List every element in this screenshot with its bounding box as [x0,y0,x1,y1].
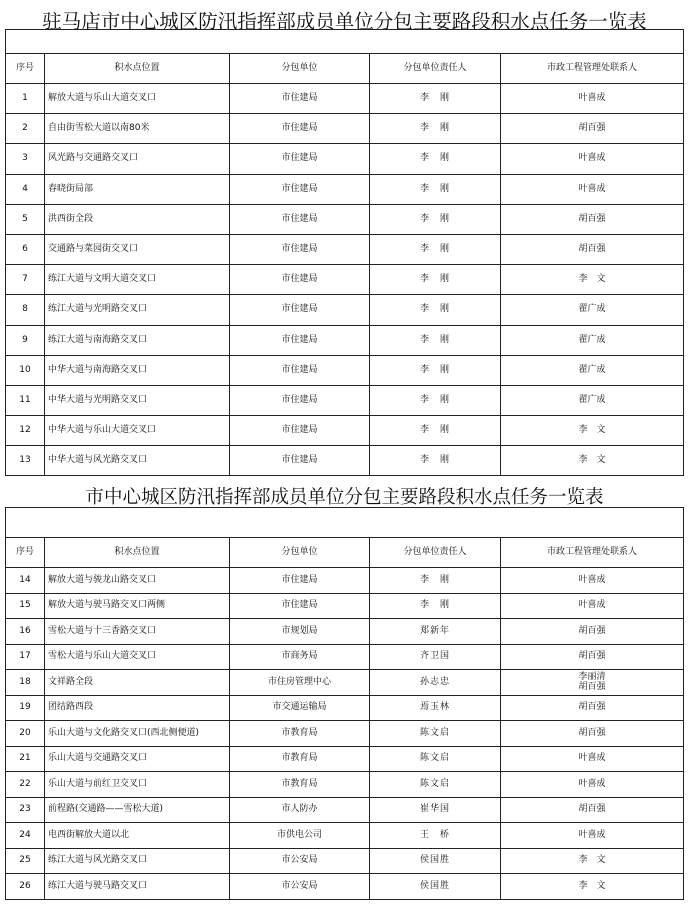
contact-cell: 李 文 [501,416,684,446]
contact-cell: 胡百强 [501,797,684,823]
person-cell: 李 刚 [370,593,501,619]
contact-cell: 李 文 [501,446,684,476]
person-cell: 李 刚 [370,204,501,234]
location-cell: 解放大道与驶马路交叉口两侧 [45,593,230,619]
unit-cell: 市住建局 [230,114,370,144]
location-cell: 乐山大道与交通路交叉口 [45,746,230,772]
contact-cell: 叶喜成 [501,174,684,204]
location-cell: 团结路西段 [45,695,230,721]
contact-cell: 胡百强 [501,644,684,670]
person-cell: 郑新年 [370,619,501,645]
contact-name-secondary: 胡百强 [578,682,606,693]
location-cell: 自由街雪松大道以南80米 [45,114,230,144]
person-cell: 李 刚 [370,234,501,264]
person-cell: 陈文启 [370,772,501,798]
table-row [6,670,684,696]
location-cell: 中华大道与南海路交叉口 [45,355,230,385]
unit-cell: 市住建局 [230,355,370,385]
row-number: 11 [6,385,45,415]
row-number: 8 [6,295,45,325]
location-cell: 练江大道与文明大道交叉口 [45,265,230,295]
contact-cell: 叶喜成 [501,593,684,619]
person-cell: 齐卫国 [370,644,501,670]
location-cell: 文祥路全段 [45,670,230,696]
row-number: 23 [6,797,45,823]
table-row [6,84,684,114]
unit-cell: 市住建局 [230,593,370,619]
section-title: 市中心城区防汛指挥部成员单位分包主要路段积水点任务一览表 [85,487,604,508]
row-number: 13 [6,446,45,476]
unit-cell: 市住建局 [230,385,370,415]
contact-name: 李丽清 [578,672,606,683]
table-row [6,144,684,174]
unit-cell: 市商务局 [230,644,370,670]
row-number: 17 [6,644,45,670]
row-number: 10 [6,355,45,385]
row-number: 5 [6,204,45,234]
row-number: 14 [6,568,45,594]
unit-cell: 市规划局 [230,619,370,645]
header-no: 序号 [6,538,45,568]
person-cell: 陈文启 [370,746,501,772]
unit-cell: 市交通运输局 [230,695,370,721]
header-row [6,54,684,84]
table-row [6,568,684,594]
row-number: 15 [6,593,45,619]
location-cell: 练江大道与驶马路交叉口 [45,874,230,900]
header-unit: 分包单位 [230,538,370,568]
person-cell: 李 刚 [370,385,501,415]
person-cell: 李 刚 [370,416,501,446]
table-row [6,446,684,476]
unit-cell: 市住建局 [230,325,370,355]
header-contact: 市政工程管理处联系人 [501,54,684,84]
location-cell: 练江大道与风光路交叉口 [45,848,230,874]
unit-cell: 市公安局 [230,874,370,900]
contact-cell: 胡百强 [501,695,684,721]
table-row [6,746,684,772]
unit-cell: 市教育局 [230,721,370,747]
header-row [6,538,684,568]
table-row [6,234,684,264]
contact-cell [501,670,684,696]
person-cell: 李 刚 [370,568,501,594]
unit-cell: 市住建局 [230,84,370,114]
table-row [6,385,684,415]
person-cell: 李 刚 [370,446,501,476]
person-cell: 李 刚 [370,144,501,174]
contact-cell: 叶喜成 [501,144,684,174]
row-number: 18 [6,670,45,696]
header-contact: 市政工程管理处联系人 [501,538,684,568]
unit-cell: 市住建局 [230,265,370,295]
unit-cell: 市住建局 [230,295,370,325]
page-title: 驻马店市中心城区防汛指挥部成员单位分包主要路段积水点任务一览表 [42,10,647,33]
contact-cell: 胡百强 [501,721,684,747]
location-cell: 风光路与交通路交叉口 [45,144,230,174]
unit-cell: 市住建局 [230,416,370,446]
location-cell: 练江大道与光明路交叉口 [45,295,230,325]
person-cell: 李 刚 [370,355,501,385]
table-row [6,593,684,619]
unit-cell: 市住建局 [230,234,370,264]
location-cell: 中华大道与光明路交叉口 [45,385,230,415]
location-cell: 练江大道与南海路交叉口 [45,325,230,355]
header-person: 分包单位责任人 [370,54,501,84]
person-cell: 李 刚 [370,114,501,144]
contact-cell: 叶喜成 [501,746,684,772]
row-number: 1 [6,84,45,114]
contact-cell: 翟广成 [501,385,684,415]
person-cell: 焉玉林 [370,695,501,721]
location-cell: 洪西街全段 [45,204,230,234]
location-cell: 中华大道与风光路交叉口 [45,446,230,476]
location-cell: 电西街解放大道以北 [45,823,230,849]
row-number: 3 [6,144,45,174]
person-cell: 李 刚 [370,325,501,355]
table-row [6,848,684,874]
contact-cell: 翟广成 [501,355,684,385]
row-number: 19 [6,695,45,721]
contact-cell: 翟广成 [501,325,684,355]
row-number: 21 [6,746,45,772]
person-cell: 王 桥 [370,823,501,849]
person-cell: 陈文启 [370,721,501,747]
table-row [6,355,684,385]
location-cell: 解放大道与骏龙山路交叉口 [45,568,230,594]
table-row [6,295,684,325]
unit-cell: 市教育局 [230,772,370,798]
row-number: 25 [6,848,45,874]
contact-cell: 叶喜成 [501,568,684,594]
row-number: 9 [6,325,45,355]
table-row [6,695,684,721]
location-cell: 中华大道与乐山大道交叉口 [45,416,230,446]
location-cell: 交通路与菜园街交叉口 [45,234,230,264]
location-cell: 解放大道与乐山大道交叉口 [45,84,230,114]
row-number: 22 [6,772,45,798]
unit-cell: 市住建局 [230,568,370,594]
table-row [6,644,684,670]
table-row [6,874,684,900]
contact-cell: 胡百强 [501,619,684,645]
person-cell: 侯国胜 [370,848,501,874]
blank-row [6,30,684,54]
row-number: 7 [6,265,45,295]
table-row [6,174,684,204]
header-person: 分包单位责任人 [370,538,501,568]
table-row [6,772,684,798]
person-cell: 李 刚 [370,84,501,114]
table-row [6,265,684,295]
location-cell: 乐山大道与前红卫交叉口 [45,772,230,798]
table-row [6,797,684,823]
person-cell: 李 刚 [370,265,501,295]
person-cell: 李 刚 [370,295,501,325]
task-table-2 [5,507,684,900]
table-row [6,325,684,355]
location-cell: 雪松大道与十三香路交叉口 [45,619,230,645]
contact-cell: 胡百强 [501,204,684,234]
row-number: 4 [6,174,45,204]
location-cell: 前程路(交通路——雪松大道) [45,797,230,823]
unit-cell: 市公安局 [230,848,370,874]
table-row [6,416,684,446]
blank-row [6,508,684,538]
person-cell: 侯国胜 [370,874,501,900]
location-cell: 乐山大道与文化路交叉口(西北侧便道) [45,721,230,747]
unit-cell: 市教育局 [230,746,370,772]
contact-cell: 李 文 [501,265,684,295]
table-row [6,721,684,747]
unit-cell: 市住建局 [230,174,370,204]
contact-cell: 李 文 [501,874,684,900]
header-no: 序号 [6,54,45,84]
contact-cell: 叶喜成 [501,84,684,114]
row-number: 2 [6,114,45,144]
unit-cell: 市人防办 [230,797,370,823]
contact-cell: 翟广成 [501,295,684,325]
row-number: 16 [6,619,45,645]
unit-cell: 市供电公司 [230,823,370,849]
table-row [6,619,684,645]
person-cell: 崔华国 [370,797,501,823]
table-row [6,114,684,144]
row-number: 26 [6,874,45,900]
unit-cell: 市住建局 [230,204,370,234]
header-location: 积水点位置 [45,538,230,568]
row-number: 6 [6,234,45,264]
header-location: 积水点位置 [45,54,230,84]
table-row [6,823,684,849]
header-unit: 分包单位 [230,54,370,84]
contact-cell: 叶喜成 [501,772,684,798]
contact-cell: 叶喜成 [501,823,684,849]
person-cell: 孙志忠 [370,670,501,696]
row-number: 12 [6,416,45,446]
row-number: 20 [6,721,45,747]
unit-cell: 市住建局 [230,446,370,476]
contact-cell: 胡百强 [501,114,684,144]
location-cell: 雪松大道与乐山大道交叉口 [45,644,230,670]
location-cell: 春晓街局部 [45,174,230,204]
row-number: 24 [6,823,45,849]
person-cell: 李 刚 [370,174,501,204]
table-row [6,204,684,234]
unit-cell: 市住建局 [230,144,370,174]
task-table-1 [5,29,684,476]
contact-cell: 李 文 [501,848,684,874]
contact-cell: 胡百强 [501,234,684,264]
unit-cell: 市住房管理中心 [230,670,370,696]
